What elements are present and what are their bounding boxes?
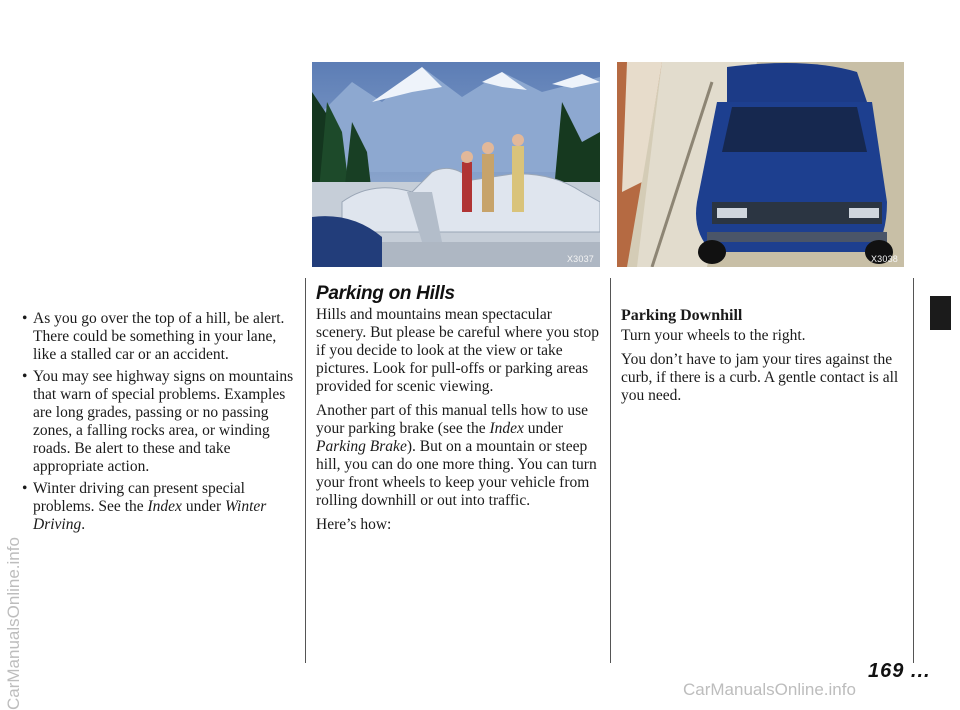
page-number: 169 ...	[868, 660, 931, 682]
index-ref: Index	[147, 498, 182, 515]
watermark-bottom: CarManualsOnline.info	[683, 680, 856, 699]
index-ref: Index	[489, 420, 524, 437]
paragraph	[316, 402, 604, 510]
paragraph: Here’s how:	[316, 516, 392, 533]
paragraph: Hills and mountains mean spectacular scenery. But please be careful where you stop if you decide to look at the view or take pictures. Look for pull-offs or parking areas provided for scenic viewing.	[316, 306, 600, 395]
car-parked-downhill-photo	[617, 62, 904, 267]
paragraph: Turn your wheels to the right.	[621, 327, 806, 344]
right-column	[621, 306, 906, 411]
photo-code-right: X3038	[870, 254, 898, 264]
bullet-item	[22, 480, 294, 534]
hill-driving-bullets	[22, 310, 294, 534]
photo-code-left: X3037	[566, 254, 594, 264]
mountain-scenic-photo	[312, 62, 600, 267]
subsection-title: Parking Downhill	[621, 307, 743, 324]
text-run: Winter driving can present special problems. See the	[33, 480, 245, 515]
text-run: under	[181, 498, 225, 515]
column-divider-right	[610, 278, 611, 663]
text-run: under	[523, 420, 564, 437]
index-term-ref: Parking Brake	[316, 438, 407, 455]
text-run: ). But on a mountain or steep hill, you can do one more thing. You can turn your front wheels to keep your vehicle from rolling downhill or out into traffic.	[316, 438, 597, 509]
text-run: Another part of this manual tells how to use your parking brake (see the	[316, 402, 589, 437]
text-run: .	[81, 516, 86, 533]
section-tab-marker	[930, 296, 951, 330]
page-edge-divider	[913, 278, 914, 663]
left-column	[22, 310, 294, 538]
bullet-item: • You may see highway signs on mountains that warn of special problems. Examples are long grades, passing or no passing zones, a falling rocks area, or winding roads. Be alert to these and take appropriate action.	[22, 368, 294, 476]
bullet-item: • As you go over the top of a hill, be alert. There could be something in your lane, like a stalled car or an accident.	[22, 310, 294, 364]
index-term-ref: Winter Driving	[33, 498, 267, 533]
paragraph: You don’t have to jam your tires against the curb, if there is a curb. A gentle contact is all you need.	[621, 351, 899, 404]
middle-column	[316, 306, 604, 540]
column-divider-left	[305, 278, 306, 663]
watermark-vertical: CarManualsOnline.info	[4, 537, 23, 710]
section-title: Parking on Hills	[316, 283, 455, 304]
